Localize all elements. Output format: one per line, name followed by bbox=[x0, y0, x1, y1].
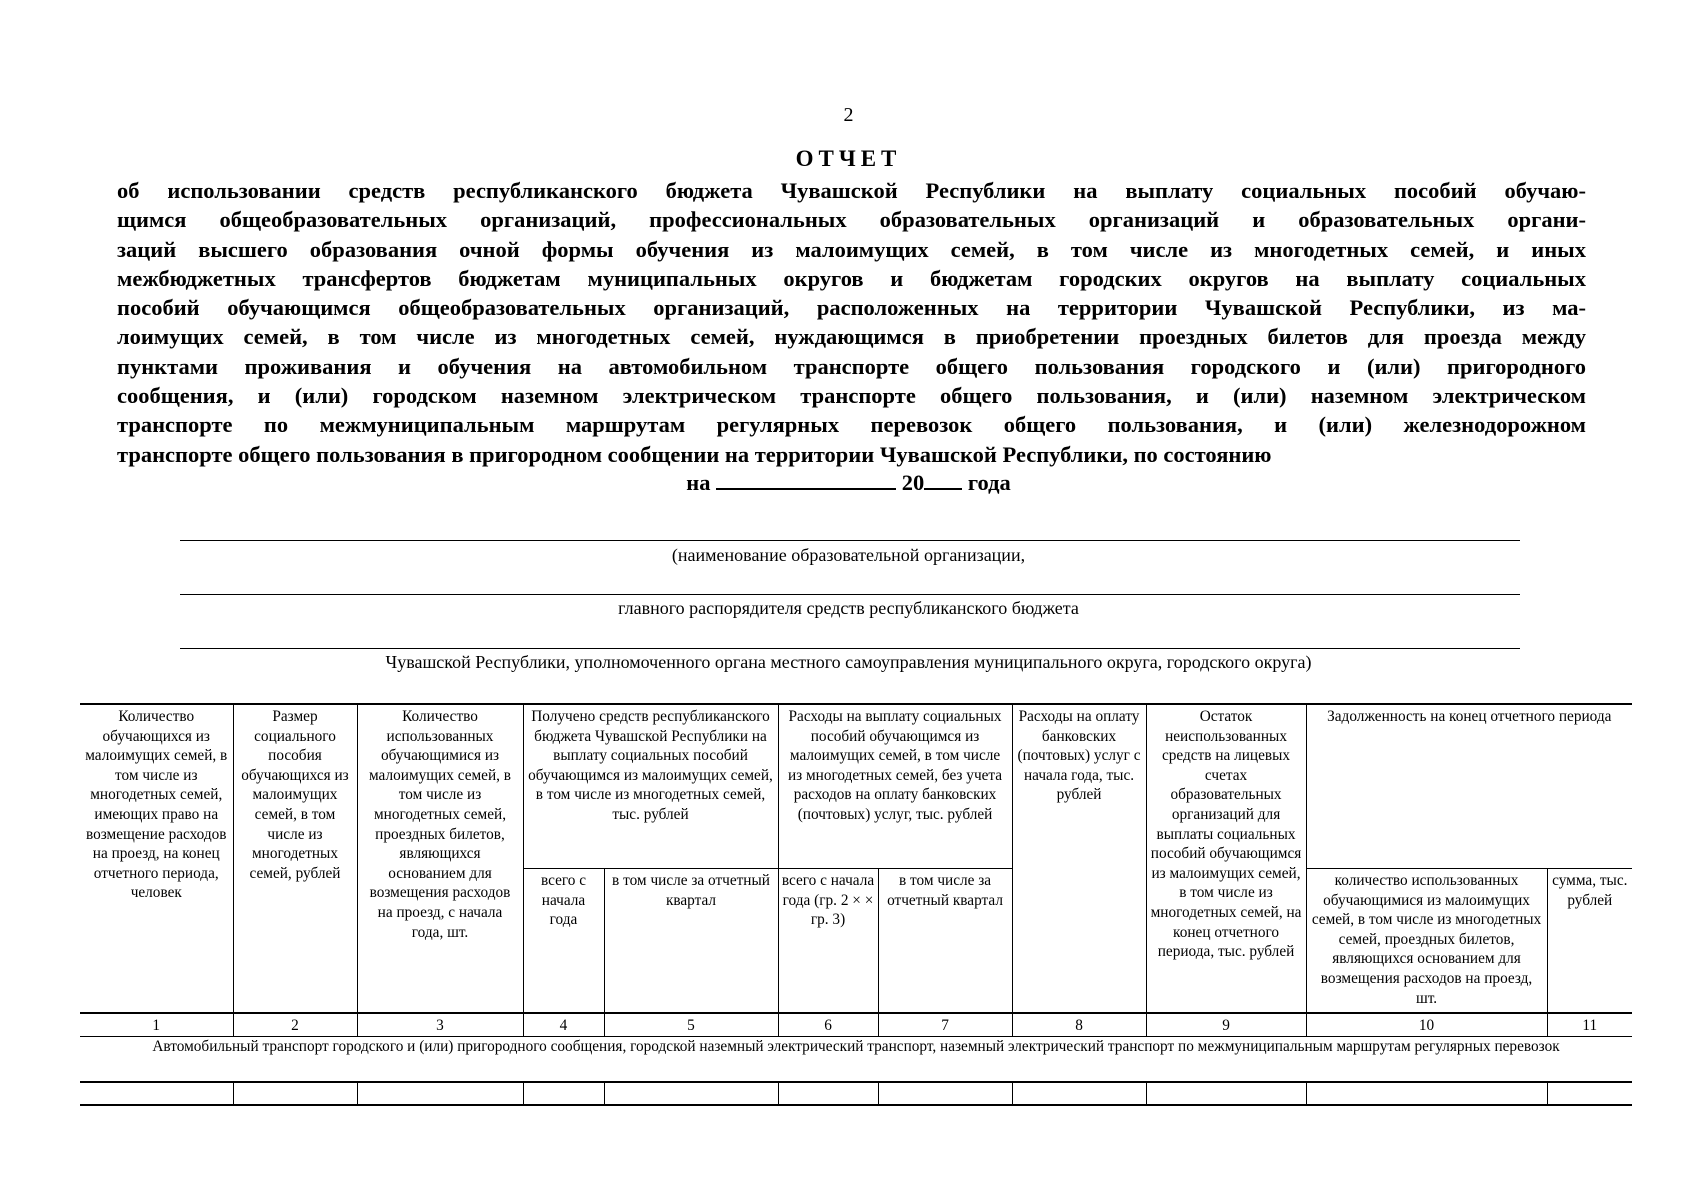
header-group-expenses: Расходы на выплату социальных пособий обучающимся из малоимущих семей, в том числе из многодетных семей, без учета расходов на оплату банковских (почтовых) услуг, тыс. рублей bbox=[778, 704, 1012, 869]
header-col-4: всего с начала года bbox=[523, 869, 604, 1014]
heading-line: пособий обучающимся общеобразовательных организаций, расположенных на территории Чувашской Республики, из ма- bbox=[117, 295, 1586, 321]
organization-name-line[interactable] bbox=[180, 540, 1520, 541]
table-cell[interactable] bbox=[1306, 1082, 1547, 1105]
header-col-6: всего с начала года (гр. 2 × × гр. 3) bbox=[778, 869, 878, 1014]
column-number: 11 bbox=[1547, 1013, 1632, 1037]
date-prefix: на bbox=[686, 470, 711, 495]
table-cell[interactable] bbox=[523, 1082, 604, 1105]
column-number: 7 bbox=[878, 1013, 1012, 1037]
column-number: 1 bbox=[80, 1013, 233, 1037]
header-col-1: Количество обучающихся из малоимущих семей, в том числе из многодетных семей, имеющих право на возмещение расходов на проезд, на конец отчетного периода, человек bbox=[80, 704, 233, 1013]
table-cell[interactable] bbox=[80, 1082, 233, 1105]
table-cell[interactable] bbox=[778, 1082, 878, 1105]
header-col-11: сумма, тыс. рублей bbox=[1547, 869, 1632, 1014]
authority-name-line[interactable] bbox=[180, 648, 1520, 649]
year-prefix: 20 bbox=[901, 470, 925, 495]
heading-line: пунктами проживания и обучения на автомобильном транспорте общего пользования городского и (или) пригородного bbox=[117, 353, 1586, 379]
header-row bbox=[80, 704, 1632, 869]
report-heading bbox=[117, 176, 1586, 469]
column-number: 2 bbox=[233, 1013, 357, 1037]
table-cell[interactable] bbox=[878, 1082, 1012, 1105]
section-row bbox=[80, 1037, 1632, 1083]
header-col-3: Количество использованных обучающимися из малоимущих семей, в том числе из многодетных семей, проездных билетов, являющихся основанием для возмещения расходов на проезд, с начала года, шт. bbox=[357, 704, 523, 1013]
table-cell[interactable] bbox=[233, 1082, 357, 1105]
header-group-debt: Задолженность на конец отчетного периода bbox=[1306, 704, 1632, 869]
column-number: 4 bbox=[523, 1013, 604, 1037]
heading-line: щимся общеобразовательных организаций, профессиональных образовательных организаций и образовательных органи- bbox=[117, 207, 1586, 233]
heading-line: об использовании средств республиканского бюджета Чувашской Республики на выплату социальных пособий обучаю- bbox=[117, 178, 1586, 203]
header-col-10: количество использованных обучающимися из малоимущих семей, в том числе из многодетных семей, проездных билетов, являющихся основанием для возмещения расходов на проезд, шт. bbox=[1306, 869, 1547, 1014]
table-cell[interactable] bbox=[1547, 1082, 1632, 1105]
column-number: 9 bbox=[1146, 1013, 1306, 1037]
caption-organization: (наименование образовательной организации, bbox=[671, 545, 1026, 565]
heading-line: лоимущих семей, в том числе из многодетных семей, нуждающимся в приобретении проездных билетов для проезда между bbox=[117, 324, 1586, 350]
heading-line: заций высшего образования очной формы обучения из малоимущих семей, в том числе из многодетных семей, и иных bbox=[117, 236, 1586, 262]
column-numbers-row bbox=[80, 1013, 1632, 1037]
header-col-7: в том числе за отчетный квартал bbox=[878, 869, 1012, 1014]
heading-line: транспорте по межмуниципальным маршрутам регулярных перевозок общего пользования, и (или) железнодорожном bbox=[117, 412, 1586, 438]
column-number: 8 bbox=[1012, 1013, 1146, 1037]
caption-authority: Чувашской Республики, уполномоченного органа местного самоуправления муниципального округа, городского округа) bbox=[385, 652, 1312, 672]
header-col-2: Размер социального пособия обучающихся из малоимущих семей, в том числе из многодетных семей, рублей bbox=[233, 704, 357, 1013]
distributor-name-line[interactable] bbox=[180, 594, 1520, 595]
column-number: 5 bbox=[604, 1013, 778, 1037]
header-group-received: Получено средств республиканского бюджета Чувашской Республики на выплату социальных пособий обучающимся из малоимущих семей, в том числе из многодетных семей, тыс. рублей bbox=[523, 704, 778, 869]
date-blank[interactable] bbox=[716, 466, 896, 490]
heading-line: транспорте общего пользования в пригородном сообщении на территории Чувашской Республики, по состоянию bbox=[117, 441, 1272, 467]
column-number: 3 bbox=[357, 1013, 523, 1037]
section-label: Автомобильный транспорт городского и (или) пригородного сообщения, городской наземный электрический транспорт, наземный электрический транспорт по межмуниципальным маршрутам регулярных перевозок bbox=[80, 1037, 1632, 1083]
column-number: 10 bbox=[1306, 1013, 1547, 1037]
caption-distributor: главного распорядителя средств республиканского бюджета bbox=[618, 598, 1079, 618]
table-cell[interactable] bbox=[1146, 1082, 1306, 1105]
page-number: 2 bbox=[843, 104, 854, 126]
column-number: 6 bbox=[778, 1013, 878, 1037]
heading-line: сообщения, и (или) городском наземном электрическом транспорте общего пользования, и (или) наземном электрическом bbox=[117, 383, 1586, 409]
data-row bbox=[80, 1082, 1632, 1105]
table-cell[interactable] bbox=[1012, 1082, 1146, 1105]
heading-line: межбюджетных трансфертов бюджетам муниципальных округов и бюджетам городских округов на выплату социальных bbox=[117, 265, 1586, 291]
report-table bbox=[80, 703, 1632, 1106]
header-col-8: Расходы на оплату банковских (почтовых) услуг с начала года, тыс. рублей bbox=[1012, 704, 1146, 1013]
date-suffix: года bbox=[967, 470, 1011, 495]
table-cell[interactable] bbox=[604, 1082, 778, 1105]
year-blank[interactable] bbox=[924, 466, 962, 490]
date-line bbox=[0, 466, 1697, 496]
header-col-9: Остаток неиспользованных средств на лицевых счетах образовательных организаций для выплаты социальных пособий обучающимся из малоимущих семей, в том числе из многодетных семей, на конец отчетного периода, тыс. рублей bbox=[1146, 704, 1306, 1013]
report-title: ОТЧЕТ bbox=[795, 146, 902, 171]
header-col-5: в том числе за отчетный квартал bbox=[604, 869, 778, 1014]
table-cell[interactable] bbox=[357, 1082, 523, 1105]
